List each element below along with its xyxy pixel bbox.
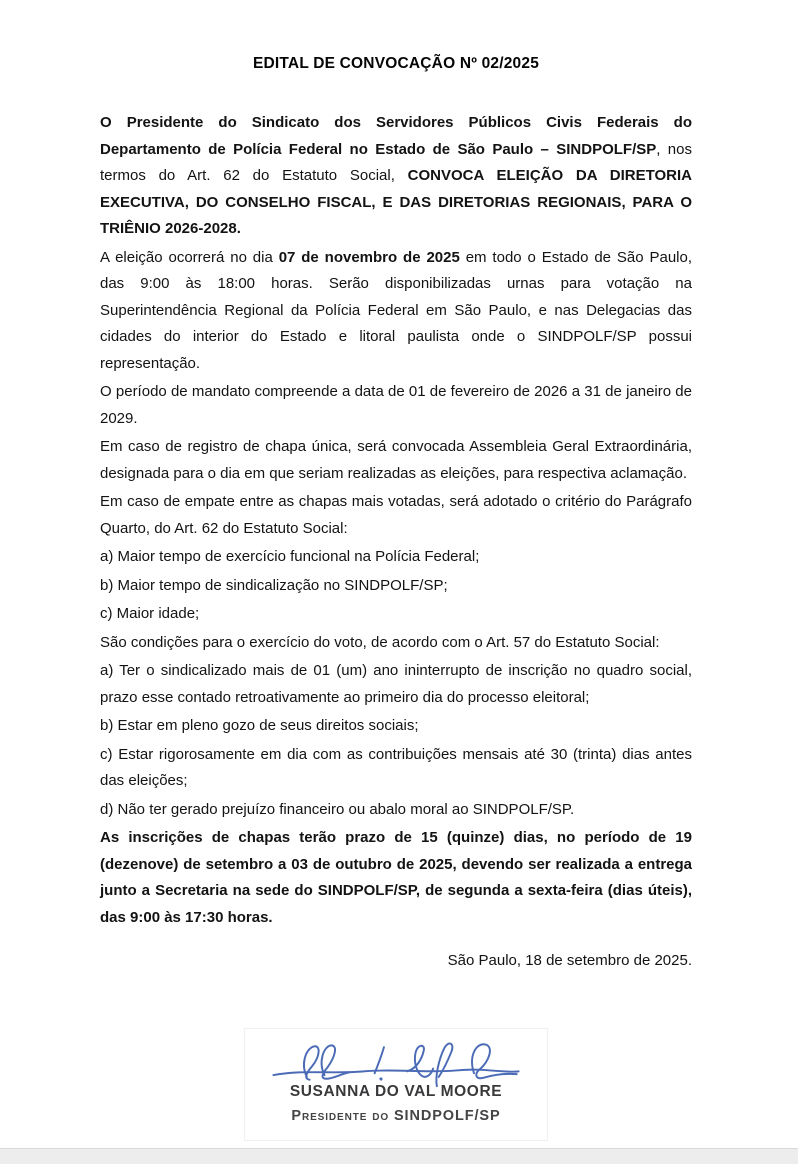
- paragraph: O Presidente do Sindicato dos Servidores Públicos Civis Federais do Departamento de Polícia Federal no Estado de São Paulo – SINDPOLF/SP, nos termos do Art. 62 do Estatuto Social, CONVOCA ELEIÇÃO DA DIRETORIA EXECUTIVA, DO CONSELHO FISCAL, E DAS DIRETORIAS REGIONAIS, PARA O TRIÊNIO 2026-2028.: [100, 114, 692, 237]
- document-body: [100, 110, 692, 931]
- paragraph: b) Maior tempo de sindicalização no SINDPOLF/SP;: [100, 576, 448, 594]
- paragraph: O período de mandato compreende a data de 01 de fevereiro de 2026 a 31 de janeiro de 2029.: [100, 383, 692, 427]
- paragraph: c) Estar rigorosamente em dia com as contribuições mensais até 30 (trinta) dias antes das eleições;: [100, 745, 692, 789]
- paragraph: A eleição ocorrerá no dia 07 de novembro de 2025 em todo o Estado de São Paulo, das 9:00 às 18:00 horas. Serão disponibilizadas urnas para votação na Superintendência Regional da Polícia Federal em São Paulo, e nas Delegacias das cidades do interior do Estado e litoral paulista onde o SINDPOLF/SP possui representação.: [100, 248, 693, 372]
- paragraph: São condições para o exercício do voto, de acordo com o Art. 57 do Estatuto Social:: [100, 633, 660, 651]
- page-bottom-edge: [0, 1148, 798, 1164]
- paragraph: Em caso de empate entre as chapas mais votadas, será adotado o critério do Parágrafo Quarto, do Art. 62 do Estatuto Social:: [100, 493, 692, 537]
- signer-name: SUSANNA DO VAL MOORE: [289, 1083, 503, 1100]
- paragraph: b) Estar em pleno gozo de seus direitos sociais;: [100, 717, 419, 734]
- paragraph: c) Maior idade;: [100, 605, 200, 622]
- signer-role: Presidente do SINDPOLF/SP: [291, 1108, 501, 1124]
- document-title: EDITAL DE CONVOCAÇÃO Nº 02/2025: [252, 55, 540, 72]
- paragraph: a) Ter o sindicalizado mais de 01 (um) ano ininterrupto de inscrição no quadro social, prazo esse contado retroativamente ao primeiro dia do processo eleitoral;: [100, 662, 692, 706]
- signature-block: [244, 1028, 548, 1141]
- paragraph: a) Maior tempo de exercício funcional na Polícia Federal;: [100, 548, 480, 565]
- paragraph: Em caso de registro de chapa única, será convocada Assembleia Geral Extraordinária, designada para o dia em que seriam realizadas as eleições, para respectiva aclamação.: [100, 438, 692, 482]
- paragraph: d) Não ter gerado prejuízo financeiro ou abalo moral ao SINDPOLF/SP.: [100, 800, 575, 818]
- paragraph: As inscrições de chapas terão prazo de 15 (quinze) dias, no período de 19 (dezenove) de setembro a 03 de outubro de 2025, devendo ser realizada a entrega junto a Secretaria na sede do SINDPOLF/SP, de segunda a sexta-feira (dias úteis), das 9:00 às 17:30 horas.: [100, 829, 692, 926]
- date-place-line: São Paulo, 18 de setembro de 2025.: [447, 952, 692, 969]
